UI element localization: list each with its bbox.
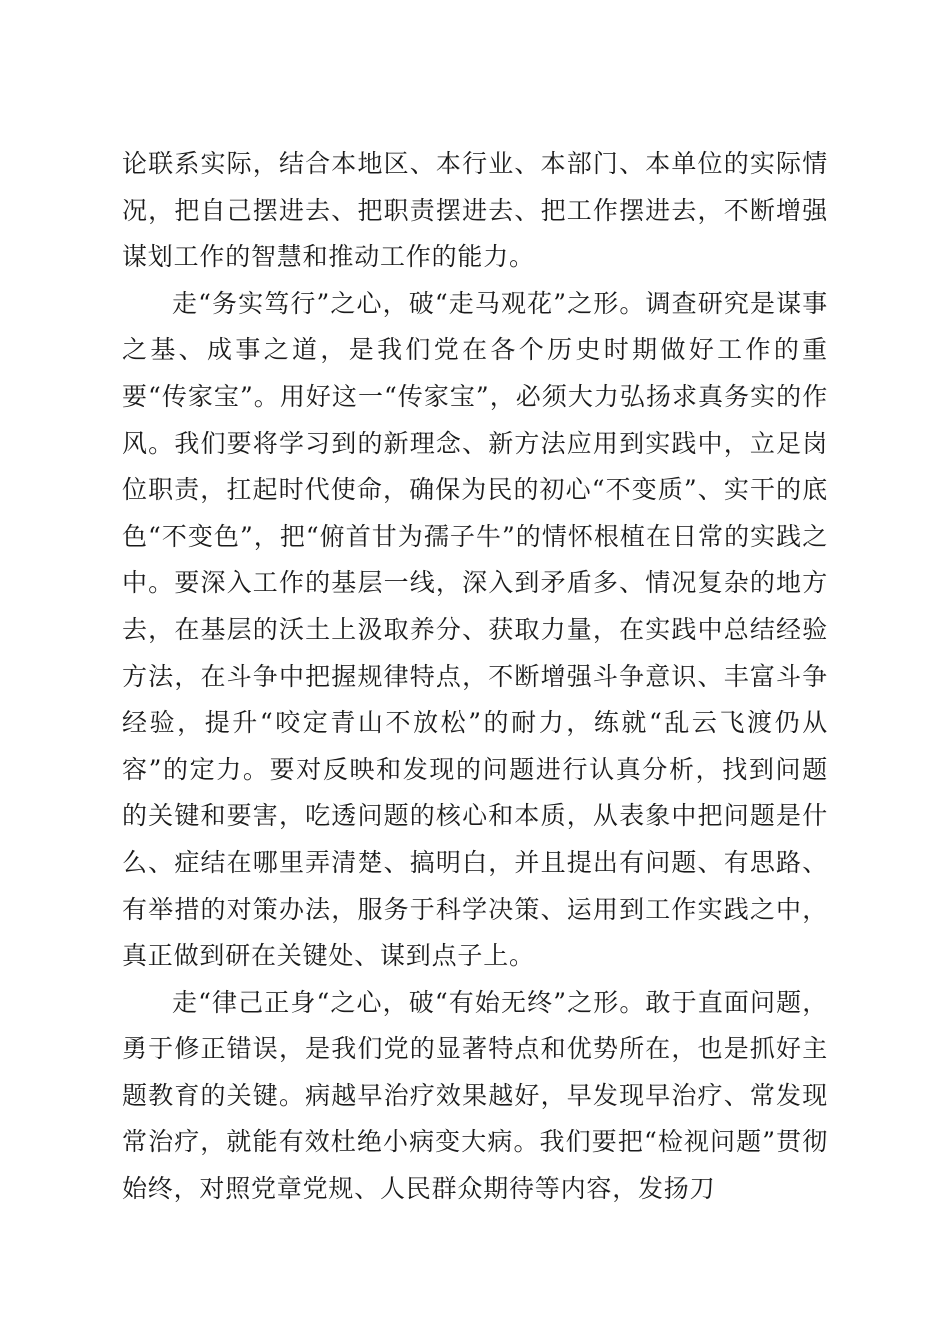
paragraph-practical-action: 走“务实笃行”之心，破“走马观花”之形。调查研究是谋事之基、成事之道，是我们党在各个历史时期做好工作的重要“传家宝”。用好这一“传家宝”，必须大力弘扬求真务实的作风。我们要将学习到的新理念、新方法应用到实践中，立足岗位职责，扛起时代使命，确保为民的初心“不变质”、实干的底色“不变色”，把“俯首甘为孺子牛”的情怀根植在日常的实践之中。要深入工作的基层一线，深入到矛盾多、情况复杂的地方去，在基层的沃土上汲取养分、获取力量，在实践中总结经验方法，在斗争中把握规律特点，不断增强斗争意识、丰富斗争经验，提升“咬定青山不放松”的耐力，练就“乱云飞渡仍从容”的定力。要对反映和发现的问题进行认真分析，找到问题的关键和要害，吃透问题的核心和本质，从表象中把问题是什么、症结在哪里弄清楚、搞明白，并且提出有问题、有思路、有举措的对策办法，服务于科学决策、运用到工作实践之中，真正做到研在关键处、谋到点子上。 <box>122 288 828 971</box>
body-text <box>122 141 828 1213</box>
paragraph-self-discipline: 走“律己正身“之心，破“有始无终”之形。敢于直面问题，勇于修正错误，是我们党的显著特点和优势所在，也是抓好主题教育的关键。病越早治疗效果越好，早发现早治疗、常发现常治疗，就能有效杜绝小病变大病。我们要把“检视问题”贯彻始终，对照党章党规、人民群众期待等内容，发扬刀 <box>122 987 828 1204</box>
paragraph-continuation: 论联系实际，结合本地区、本行业、本部门、本单位的实际情况，把自己摆进去、把职责摆进去、把工作摆进去，不断增强谋划工作的智慧和推动工作的能力。 <box>122 149 828 272</box>
